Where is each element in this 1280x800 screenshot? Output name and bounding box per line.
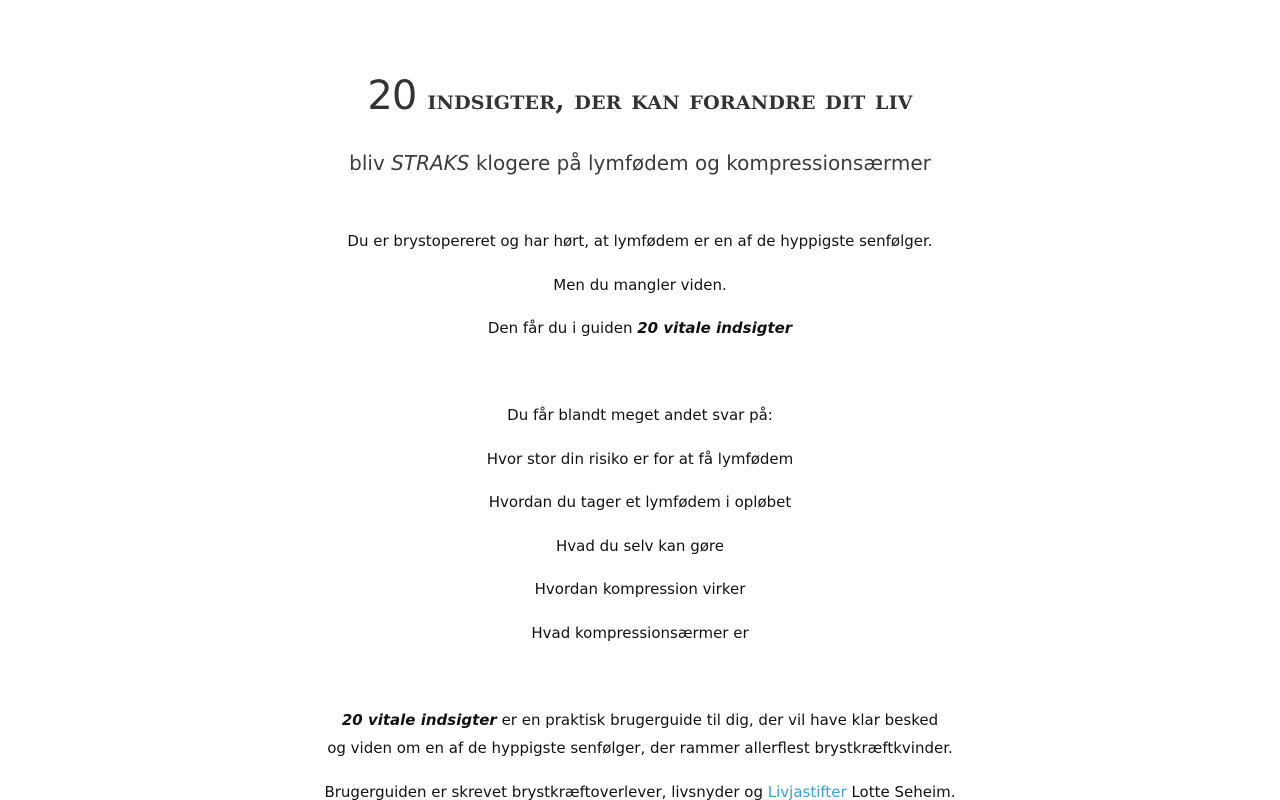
guide-name-emphasis: 20 vitale indsigter bbox=[637, 319, 793, 337]
answer-item: Hvor stor din risiko er for at få lymfødem bbox=[486, 450, 794, 468]
subtitle-prefix: bliv bbox=[349, 151, 392, 175]
guide-description-line-2: og viden om en af de hyppigste senfølger, der rammer allerflest brystkræftkvinder. bbox=[327, 739, 953, 757]
guide-description-line-1 bbox=[0, 710, 1280, 730]
intro-line-3-prefix: Den får du i guiden bbox=[487, 319, 638, 337]
author-prefix: Brugerguiden er skrevet brystkræftoverlever, livsnyder og bbox=[324, 783, 768, 800]
subtitle-emphasis: STRAKS bbox=[391, 151, 470, 175]
author-line bbox=[0, 782, 1280, 800]
title-text: indsigter, der kan forandre dit liv bbox=[427, 85, 913, 116]
guide-description-suffix: er en praktisk brugerguide til dig, der vil have klar besked bbox=[496, 711, 939, 729]
answer-item: Hvad du selv kan gøre bbox=[556, 537, 724, 555]
answer-item: Hvad kompressionsærmer er bbox=[531, 624, 749, 642]
page-subtitle bbox=[0, 149, 1280, 177]
intro-line-1: Du er brystopereret og har hørt, at lymfødem er en af de hyppigste senfølger. bbox=[347, 232, 933, 250]
intro-line-2: Men du mangler viden. bbox=[553, 276, 727, 294]
answer-item: Hvordan du tager et lymfødem i opløbet bbox=[488, 493, 792, 511]
author-suffix: Lotte Seheim. bbox=[846, 783, 956, 800]
page-title bbox=[0, 74, 1280, 123]
answers-heading: Du får blandt meget andet svar på: bbox=[507, 406, 773, 424]
title-number: 20 bbox=[367, 73, 417, 119]
guide-name-emphasis: 20 vitale indsigter bbox=[341, 711, 497, 729]
intro-line-3 bbox=[0, 318, 1280, 338]
subtitle-suffix: klogere på lymfødem og kompressionsærmer bbox=[469, 151, 931, 175]
livja-founder-link[interactable]: Livjastifter bbox=[767, 783, 847, 800]
answer-item: Hvordan kompression virker bbox=[534, 580, 746, 598]
